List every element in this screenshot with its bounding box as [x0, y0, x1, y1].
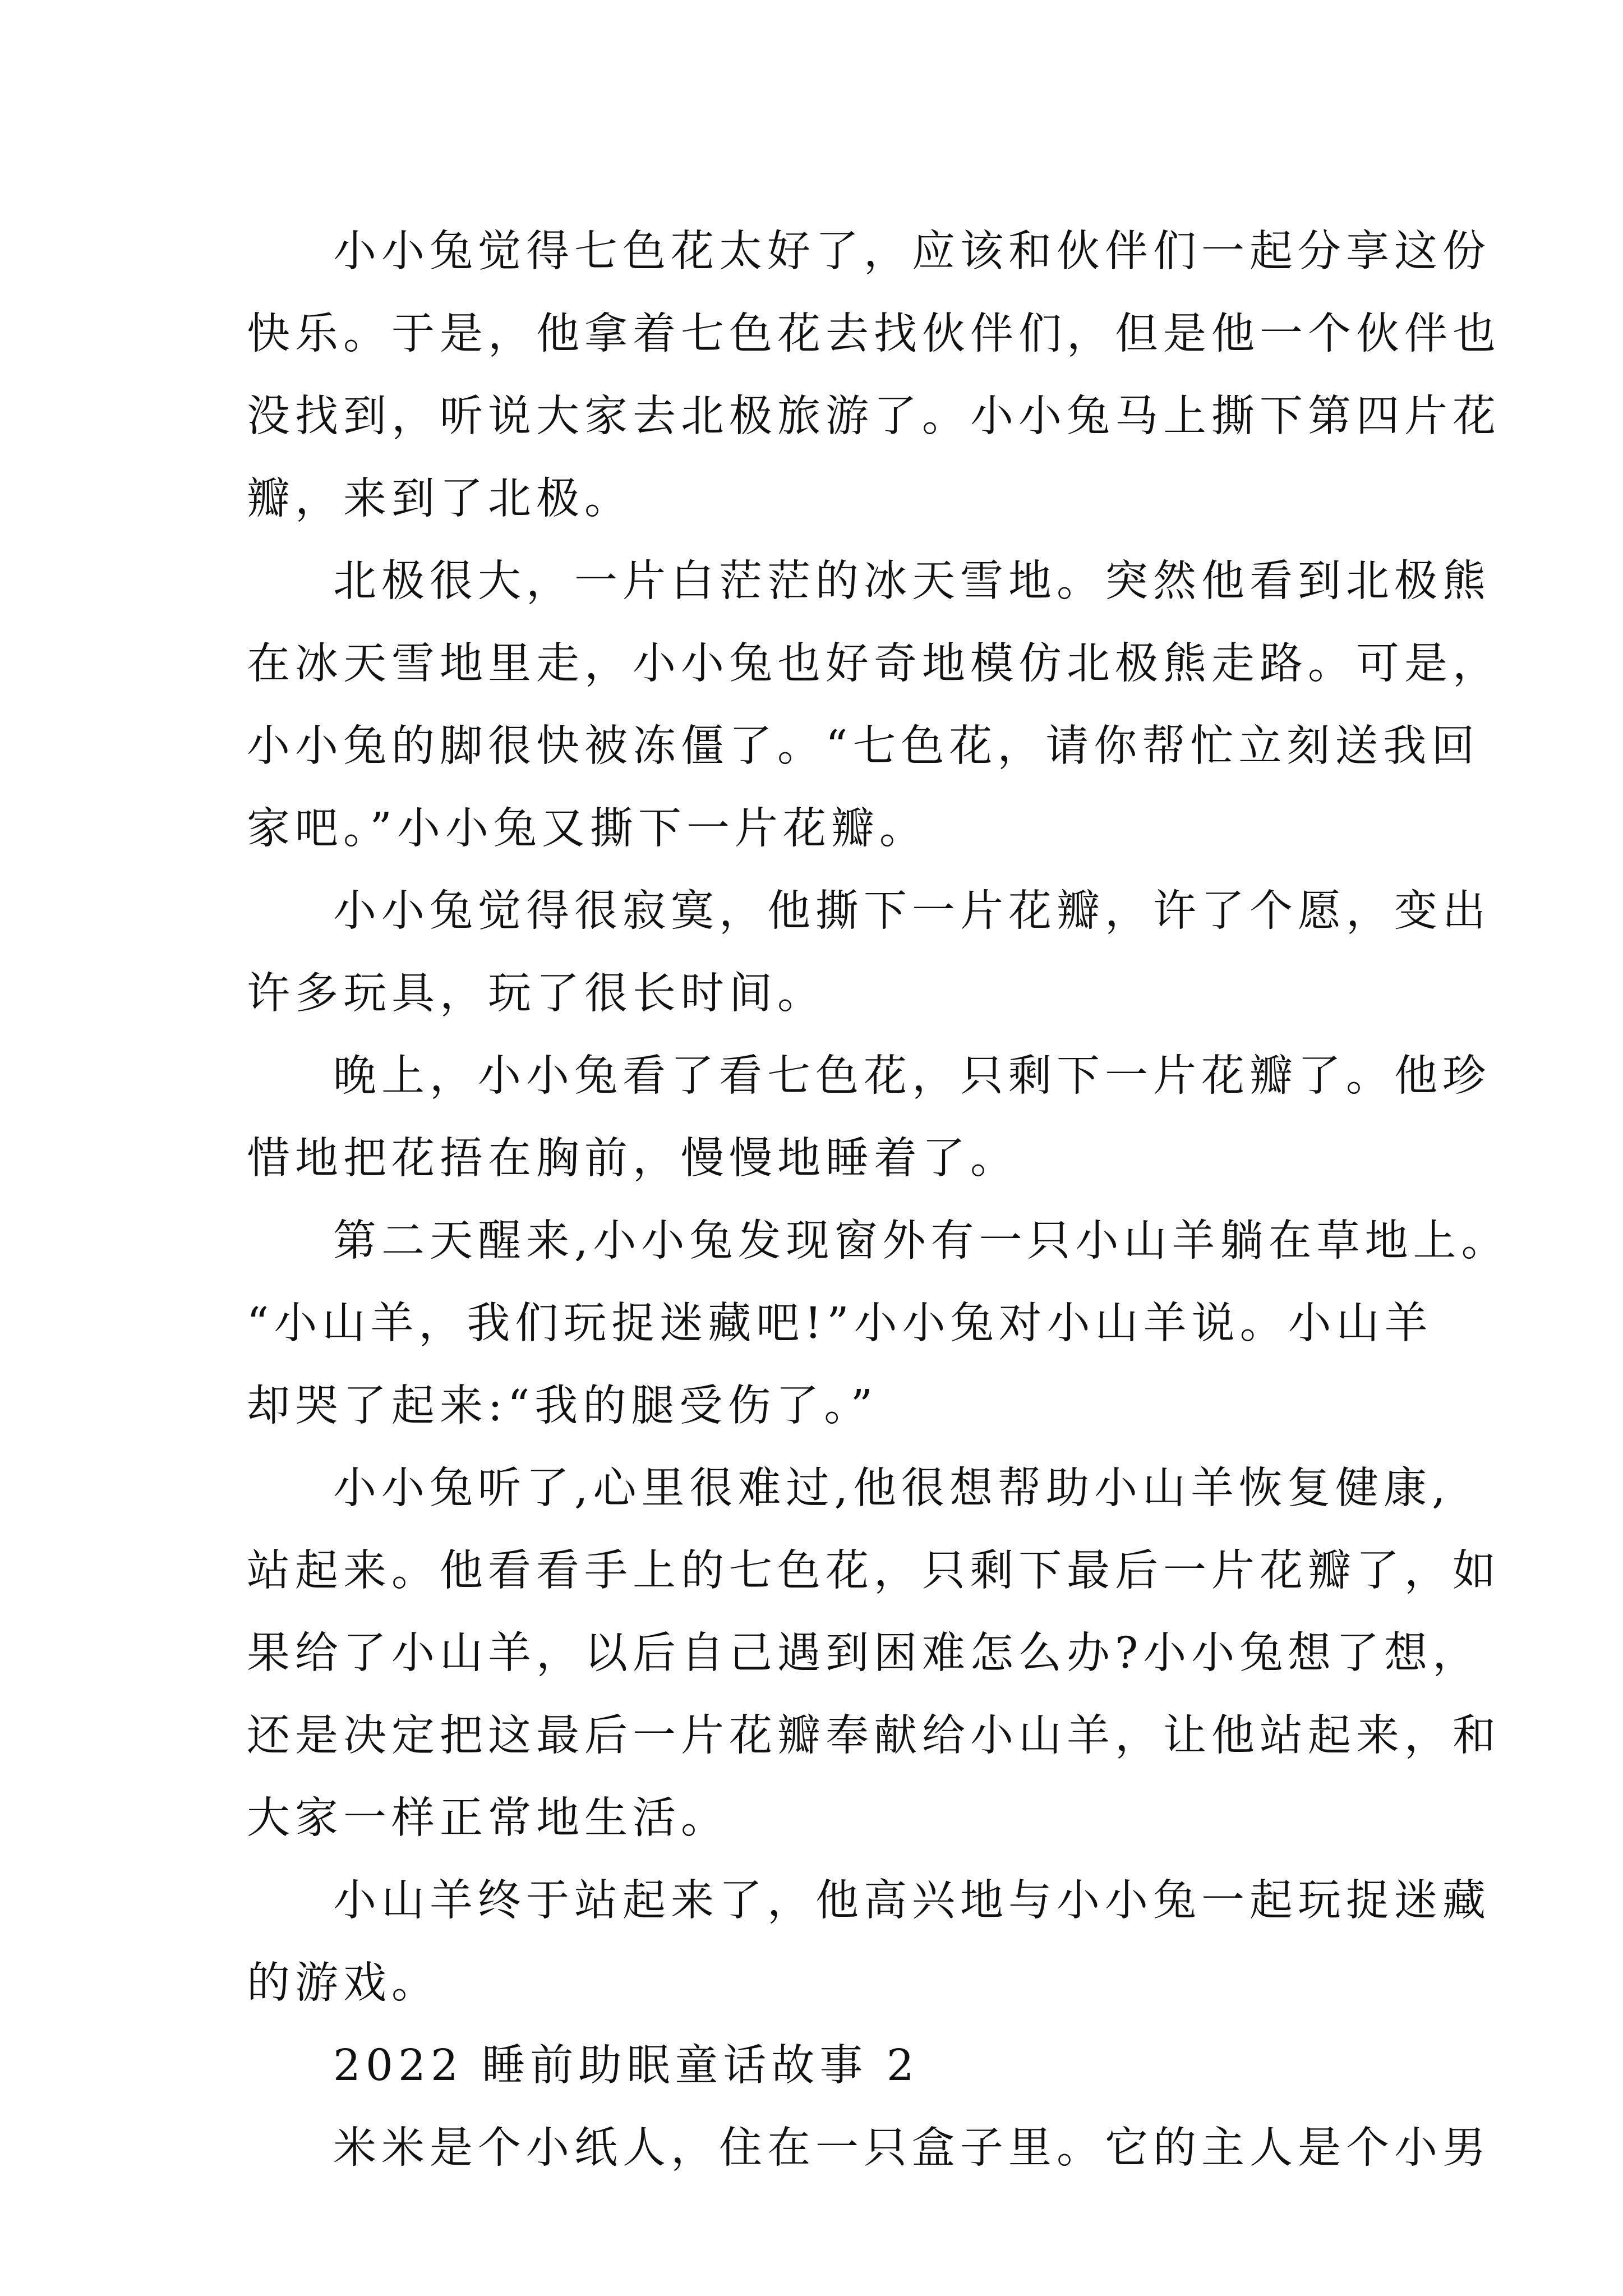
paragraph-8 — [247, 2107, 1491, 2189]
paragraph-7 — [247, 1860, 1491, 2024]
paragraph-6 — [247, 1447, 1501, 1860]
paragraph-line: 许多玩具，玩了很长时间。 — [247, 969, 826, 1019]
paragraph-line: 却哭了起来:“我的腿受伤了。” — [247, 1381, 878, 1431]
paragraph-5 — [247, 1200, 1510, 1447]
paragraph-line: 果给了小山羊，以后自己遇到困难怎么办?小小兔想了想， — [247, 1628, 1481, 1678]
story-heading: 2022 睡前助眠童话故事 2 — [333, 2041, 919, 2091]
paragraph-line: 米米是个小纸人，住在一只盒子里。它的主人是个小男 — [333, 2123, 1491, 2173]
paragraph-line: 第二天醒来,小小兔发现窗外有一只小山羊躺在草地上。 — [333, 1216, 1510, 1266]
paragraph-line: “小山羊，我们玩捉迷藏吧!”小小兔对小山羊说。小山羊 — [247, 1299, 1433, 1349]
paragraph-line: 大家一样正常地生活。 — [247, 1793, 729, 1843]
paragraph-line: 的游戏。 — [247, 1958, 440, 2008]
paragraph-line: 小小兔听了,心里很难过,他很想帮助小山羊恢复健康, — [333, 1464, 1451, 1513]
paragraph-line: 快乐。于是，他拿着七色花去找伙伴们，但是他一个伙伴也 — [247, 309, 1501, 359]
paragraph-line: 小小兔觉得很寂寞，他撕下一片花瓣，许了个愿，变出 — [333, 886, 1491, 936]
paragraph-3 — [247, 870, 1491, 1035]
paragraph-4 — [247, 1035, 1491, 1200]
document-body — [247, 210, 1510, 2189]
paragraph-line: 站起来。他看看手上的七色花，只剩下最后一片花瓣了，如 — [247, 1546, 1501, 1596]
paragraph-line: 还是决定把这最后一片花瓣奉献给小山羊，让他站起来，和 — [247, 1711, 1501, 1761]
paragraph-1 — [247, 210, 1501, 540]
paragraph-line: 家吧。”小小兔又撕下一片花瓣。 — [247, 804, 928, 854]
paragraph-line: 在冰天雪地里走，小小兔也好奇地模仿北极熊走路。可是， — [247, 639, 1501, 689]
paragraph-line: 小小兔的脚很快被冻僵了。“七色花，请你帮忙立刻送我回 — [247, 721, 1480, 771]
paragraph-line: 惜地把花捂在胸前，慢慢地睡着了。 — [247, 1134, 1018, 1184]
paragraph-2 — [247, 540, 1501, 870]
paragraph-line: 瓣，来到了北极。 — [247, 474, 633, 524]
paragraph-line: 晚上，小小兔看了看七色花，只剩下一片花瓣了。他珍 — [333, 1051, 1491, 1101]
paragraph-line: 没找到，听说大家去北极旅游了。小小兔马上撕下第四片花 — [247, 392, 1501, 441]
paragraph-line: 北极很大，一片白茫茫的冰天雪地。突然他看到北极熊 — [333, 556, 1491, 606]
paragraph-line: 小山羊终于站起来了，他高兴地与小小兔一起玩捉迷藏 — [333, 1876, 1491, 1926]
paragraph-line: 小小兔觉得七色花太好了，应该和伙伴们一起分享这份 — [333, 227, 1491, 277]
